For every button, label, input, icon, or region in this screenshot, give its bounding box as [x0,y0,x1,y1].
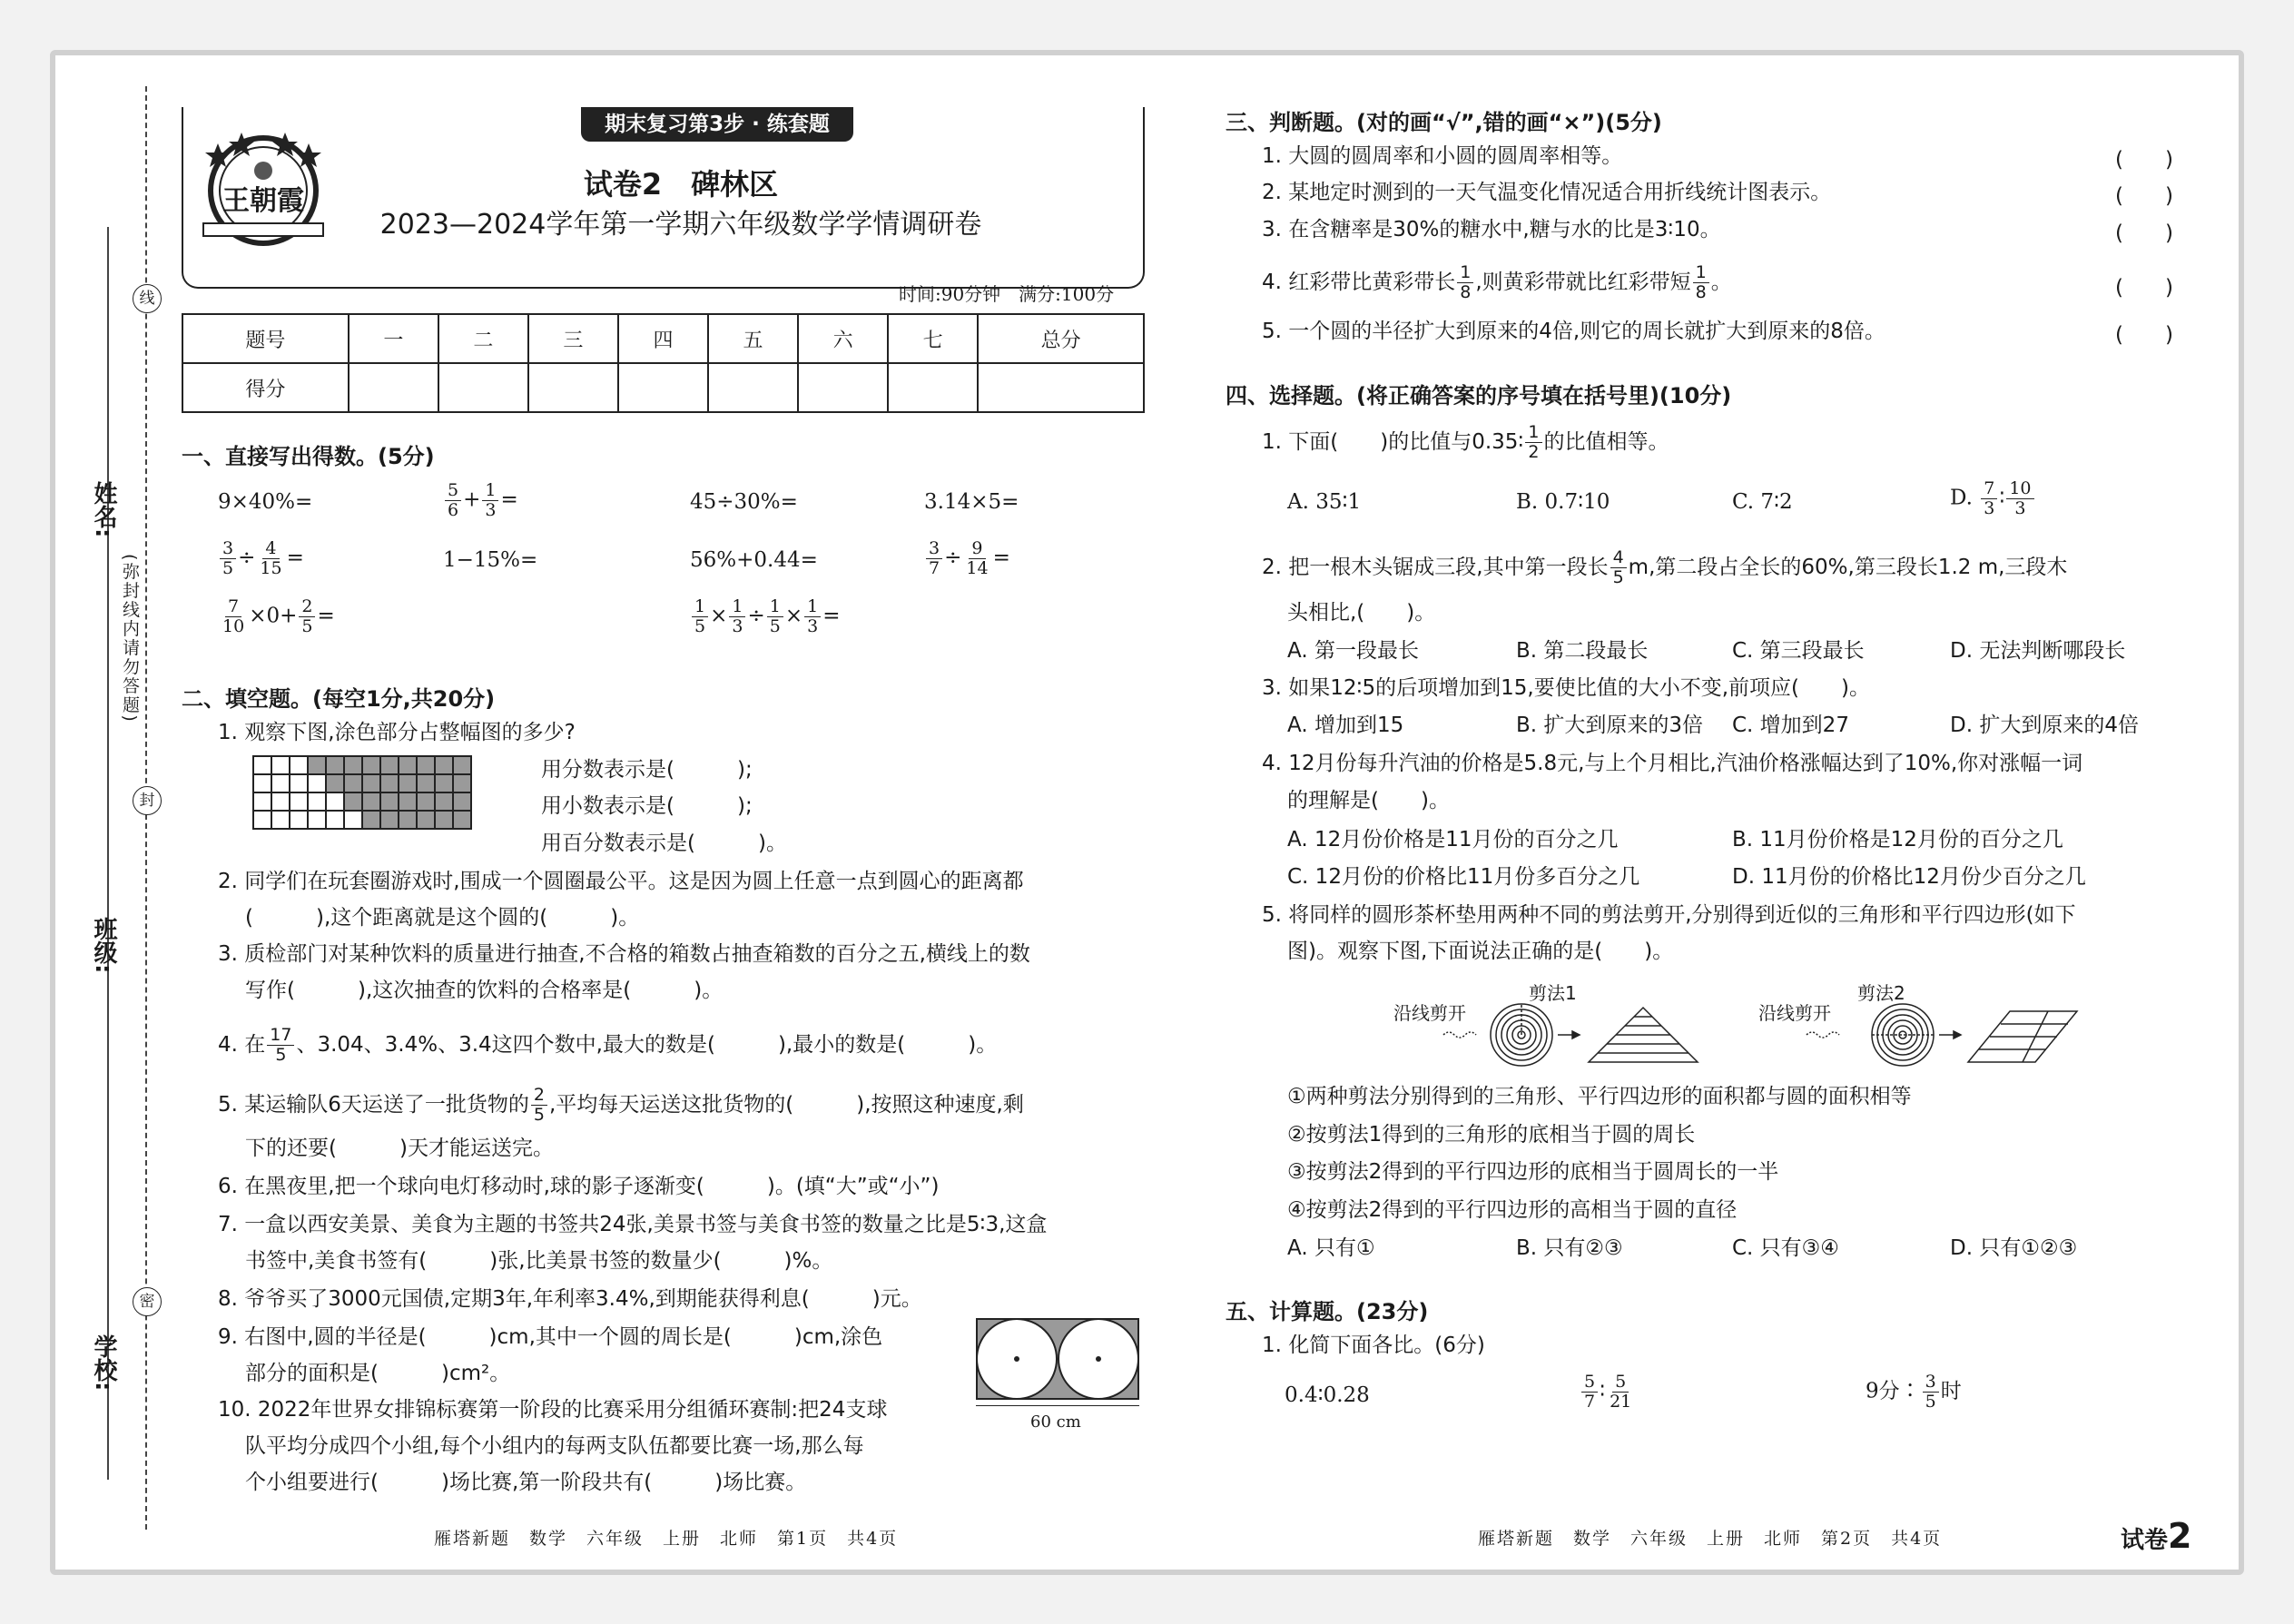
time-info: 时间:90分钟 满分:100分 [899,283,1115,305]
question-text: 10. 2022年世界女排锦标赛第一阶段的比赛采用分组循环赛制:把24支球 [218,1398,888,1422]
question-text[interactable]: 部分的面积是( )cm²。 [245,1362,511,1385]
seal-mark-line: 线 [133,284,162,313]
cut-label: 沿线剪开 [1393,1002,1466,1024]
dimension-line [976,1405,1139,1406]
expression: 0.4∶0.28 [1285,1383,1370,1407]
score-table-score-row [182,363,1144,412]
statement-3: ③按剪法2得到的平行四边形的底相当于圆周长的一半 [1287,1160,1779,1184]
answer-blank[interactable]: 用分数表示是( ); [541,758,753,782]
option-c[interactable]: C. 12月份的价格比11月份多百分之几 [1287,865,1640,889]
calc-item: 9×40%= [218,490,313,514]
option-d[interactable]: D. 扩大到原来的4倍 [1950,714,2139,737]
option-a[interactable]: A. 35∶1 [1287,490,1362,514]
logo [200,125,327,252]
question-text[interactable]: 8. 爷爷买了3000元国债,定期3年,年利率3.4%,到期能获得利息( )元。 [218,1287,922,1311]
question-text: 2. 某地定时测到的一天气温变化情况适合用折线统计图表示。 [1262,181,1832,204]
question-text: 1. 下面( )的比值与0.35∶ $\frac{1}{2}$ 的比值相等。 [1262,422,1669,462]
statement-1: ①两种剪法分别得到的三角形、平行四边形的面积都与圆的面积相等 [1287,1085,1912,1108]
option-a[interactable]: A. 只有① [1287,1236,1375,1260]
section-title: 三、判断题。(对的画“√”,错的画“×”)(5分) [1226,110,1662,135]
section-title: 五、计算题。(23分) [1226,1299,1429,1324]
question-text: 2. 把一根木头锯成三段,其中第一段长 $\frac{4}{5}$ m,第二段占全长的60%,第三段长1.2 m,三段木 [1262,547,2068,587]
option-d[interactable]: D. 无法判断哪段长 [1950,639,2126,663]
table-cell: 六 [798,314,888,363]
question-text: 1. 观察下图,涂色部分占整幅图的多少? [218,721,576,744]
calc-item: 3.14×5= [924,490,1019,514]
answer-paren[interactable]: ( ) [2115,323,2173,347]
dimension-label: 60 cm [1030,1412,1081,1432]
logo-text: 王朝霞 [222,185,304,217]
question-text: 4. 12月份每升汽油的价格是5.8元,与上个月相比,汽油价格涨幅达到了10%,你对涨幅一词 [1262,752,2083,775]
option-d[interactable]: D. 11月份的价格比12月份少百分之几 [1732,865,2086,889]
fraction: $\frac{1}{3}$ [482,481,498,520]
cut-method-2-figure [1797,997,2088,1069]
question-text: 1. 化简下面各比。(6分) [1262,1334,1485,1357]
statement-2: ②按剪法1得到的三角形的底相当于圆的周长 [1287,1123,1696,1147]
answer-paren[interactable]: ( ) [2115,184,2173,208]
footer-right: 雁塔新题 数学 六年级 上册 北师 第2页 共4页 [1478,1529,1943,1549]
question-text: 4. 红彩带比黄彩带长 $\frac{1}{8}$ ,则黄彩带就比红彩带短 $\frac{1}{8}$ 。 [1262,262,1732,302]
question-text[interactable]: 下的还要( )天才能运送完。 [245,1137,554,1160]
exam-title: 试卷2 碑林区 [583,167,779,202]
circle-to-parallelogram-icon [1797,997,2088,1069]
table-cell: 五 [708,314,798,363]
option-c[interactable]: C. 7∶2 [1732,490,1793,514]
school-label: 学校: [90,1334,117,1392]
option-c[interactable]: C. 只有③④ [1732,1236,1839,1260]
calc-item: 1−15%= [443,548,538,572]
answer-blank[interactable]: 用小数表示是( ); [541,794,753,818]
exam-badge: 试卷2 [2121,1516,2192,1556]
table-cell: 七 [888,314,978,363]
table-cell: 得分 [182,363,349,412]
answer-line [107,227,109,1480]
question-text: 的理解是( )。 [1287,789,1450,812]
cut-method-1-label: 剪法1 [1529,982,1577,1004]
class-label: 班级: [90,917,117,974]
question-text: 3. 质检部门对某种饮料的质量进行抽查,不合格的箱数占抽查箱数的百分之五,横线上的数 [218,942,1030,966]
question-text[interactable]: 个小组要进行( )场比赛,第一阶段共有( )场比赛。 [245,1471,807,1494]
option-c[interactable]: C. 第三段最长 [1732,639,1865,663]
cut-label: 沿线剪开 [1758,1002,1831,1024]
seal-mark-secret: 密 [133,1287,162,1316]
question-text[interactable]: 6. 在黑夜里,把一个球向电灯移动时,球的影子逐渐变( )。(填“大”或“小”) [218,1175,940,1198]
score-input-cell[interactable] [888,363,978,412]
no-answer-note: (弥封线内请勿答题) [120,554,140,723]
question-text: 1. 大圆的圆周率和小圆的圆周率相等。 [1262,144,1623,168]
option-b[interactable]: B. 11月份价格是12月份的百分之几 [1732,828,2063,851]
score-input-cell[interactable] [708,363,798,412]
option-b[interactable]: B. 只有②③ [1516,1236,1623,1260]
option-a[interactable]: A. 第一段最长 [1287,639,1419,663]
calc-item: $\frac{5}{6}$ + $\frac{1}{3}$ = [443,481,518,520]
option-b[interactable]: B. 第二段最长 [1516,639,1649,663]
option-a[interactable]: A. 12月份价格是11月份的百分之几 [1287,828,1619,851]
name-label: 姓名: [90,481,117,538]
question-text: 队平均分成四个小组,每个小组内的每两支队伍都要比赛一场,那么每 [245,1434,864,1458]
answer-paren[interactable]: ( ) [2115,148,2173,172]
cut-method-1-figure [1434,997,1707,1069]
question-text: 5. 一个圆的半径扩大到原来的4倍,则它的周长就扩大到原来的8倍。 [1262,320,1885,343]
section-title: 二、填空题。(每空1分,共20分) [182,686,496,712]
score-input-cell[interactable] [618,363,708,412]
score-input-cell[interactable] [798,363,888,412]
question-text: 5. 将同样的圆形茶杯垫用两种不同的剪法剪开,分别得到近似的三角形和平行四边形(如下 [1262,903,2076,927]
banner: 期末复习第3步 · 练套题 [581,107,853,142]
question-text[interactable]: 写作( ),这次抽查的饮料的合格率是( )。 [245,979,724,1002]
table-cell: 一 [349,314,438,363]
section-title: 四、选择题。(将正确答案的序号填在括号里)(10分) [1226,383,1732,408]
option-b[interactable]: B. 扩大到原来的3倍 [1516,714,1704,737]
expression: 9分∶ $\frac{3}{5}$ 时 [1866,1372,1962,1412]
footer-left: 雁塔新题 数学 六年级 上册 北师 第1页 共4页 [434,1529,899,1549]
question-text: 3. 在含糖率是30%的糖水中,糖与水的比是3∶10。 [1262,218,1721,241]
score-table [182,313,1145,413]
option-a[interactable]: A. 增加到15 [1287,714,1404,737]
option-d[interactable]: D. $\frac{7}{3}$ ∶ $\frac{10}{3}$ [1950,479,2036,518]
score-input-cell[interactable] [438,363,528,412]
table-cell: 总分 [978,314,1144,363]
expression: $\frac{5}{7}$ ∶ $\frac{5}{21}$ [1580,1373,1636,1412]
answer-blank[interactable]: 用百分数表示是( )。 [541,832,787,855]
option-c[interactable]: C. 增加到27 [1732,714,1849,737]
score-table-header-row [182,314,1144,363]
question-text: 头相比,( )。 [1287,601,1436,625]
question-text[interactable]: 4. 在 $\frac{17}{5}$ 、3.04、3.4%、3.4这四个数中,最大的数是( ),最小的数是( )。 [218,1025,998,1065]
score-input-cell[interactable] [528,363,618,412]
question-text: 7. 一盒以西安美景、美食为主题的书签共24张,美景书签与美食书签的数量之比是5∶3,这盒 [218,1213,1048,1236]
table-cell: 二 [438,314,528,363]
calc-item: $\frac{3}{7}$ ÷ $\frac{9}{14}$ = [924,539,1010,578]
calc-item: $\frac{3}{5}$ ÷ $\frac{4}{15}$ = [218,539,304,578]
score-input-cell[interactable] [978,363,1144,412]
statement-4: ④按剪法2得到的平行四边形的高相当于圆的直径 [1287,1198,1738,1222]
fraction: $\frac{5}{6}$ [445,481,461,520]
option-d[interactable]: D. 只有①②③ [1950,1236,2078,1260]
score-input-cell[interactable] [349,363,438,412]
table-cell: 三 [528,314,618,363]
section-title: 一、直接写出得数。(5分) [182,444,435,469]
two-circles-figure [976,1318,1139,1400]
question-text[interactable]: ( ),这个距离就是这个圆的( )。 [245,906,640,930]
calc-item: 56%+0.44= [690,548,818,572]
question-text[interactable]: 9. 右图中,圆的半径是( )cm,其中一个圆的周长是( )cm,涂色 [218,1325,883,1349]
question-text: 2. 同学们在玩套圈游戏时,围成一个圆圈最公平。这是因为圆上任意一点到圆心的距离都 [218,870,1024,893]
option-b[interactable]: B. 0.7∶10 [1516,490,1610,514]
table-cell: 四 [618,314,708,363]
shaded-grid-figure [252,755,472,830]
seal-mark-seal: 封 [133,786,162,815]
calc-item: $\frac{7}{10}$ ×0+ $\frac{2}{5}$ = [222,596,335,636]
circle-to-triangle-icon [1434,997,1707,1069]
question-text[interactable]: 书签中,美食书签有( )张,比美景书签的数量少( )%。 [245,1249,833,1273]
question-text: 图)。观察下图,下面说法正确的是( )。 [1287,940,1674,963]
circles-in-rectangle-icon [976,1318,1139,1400]
question-text[interactable]: 5. 某运输队6天运送了一批货物的 $\frac{2}{5}$ ,平均每天运送这批货物的( ),按照这种速度,剩 [218,1085,1024,1125]
cut-method-2-label: 剪法2 [1857,982,1905,1004]
question-text: 3. 如果12∶5的后项增加到15,要使比值的大小不变,前项应( )。 [1262,676,1870,700]
answer-paren[interactable]: ( ) [2115,276,2173,300]
exam-subtitle: 2023—2024学年第一学期六年级数学学情调研卷 [379,209,982,241]
calc-item: 45÷30%= [690,490,798,514]
table-cell: 题号 [182,314,349,363]
calc-item: $\frac{1}{5}$ × $\frac{1}{3}$ ÷ $\frac{1}{5}$ × $\frac{1}{3}$ = [690,597,841,636]
answer-paren[interactable]: ( ) [2115,221,2173,245]
